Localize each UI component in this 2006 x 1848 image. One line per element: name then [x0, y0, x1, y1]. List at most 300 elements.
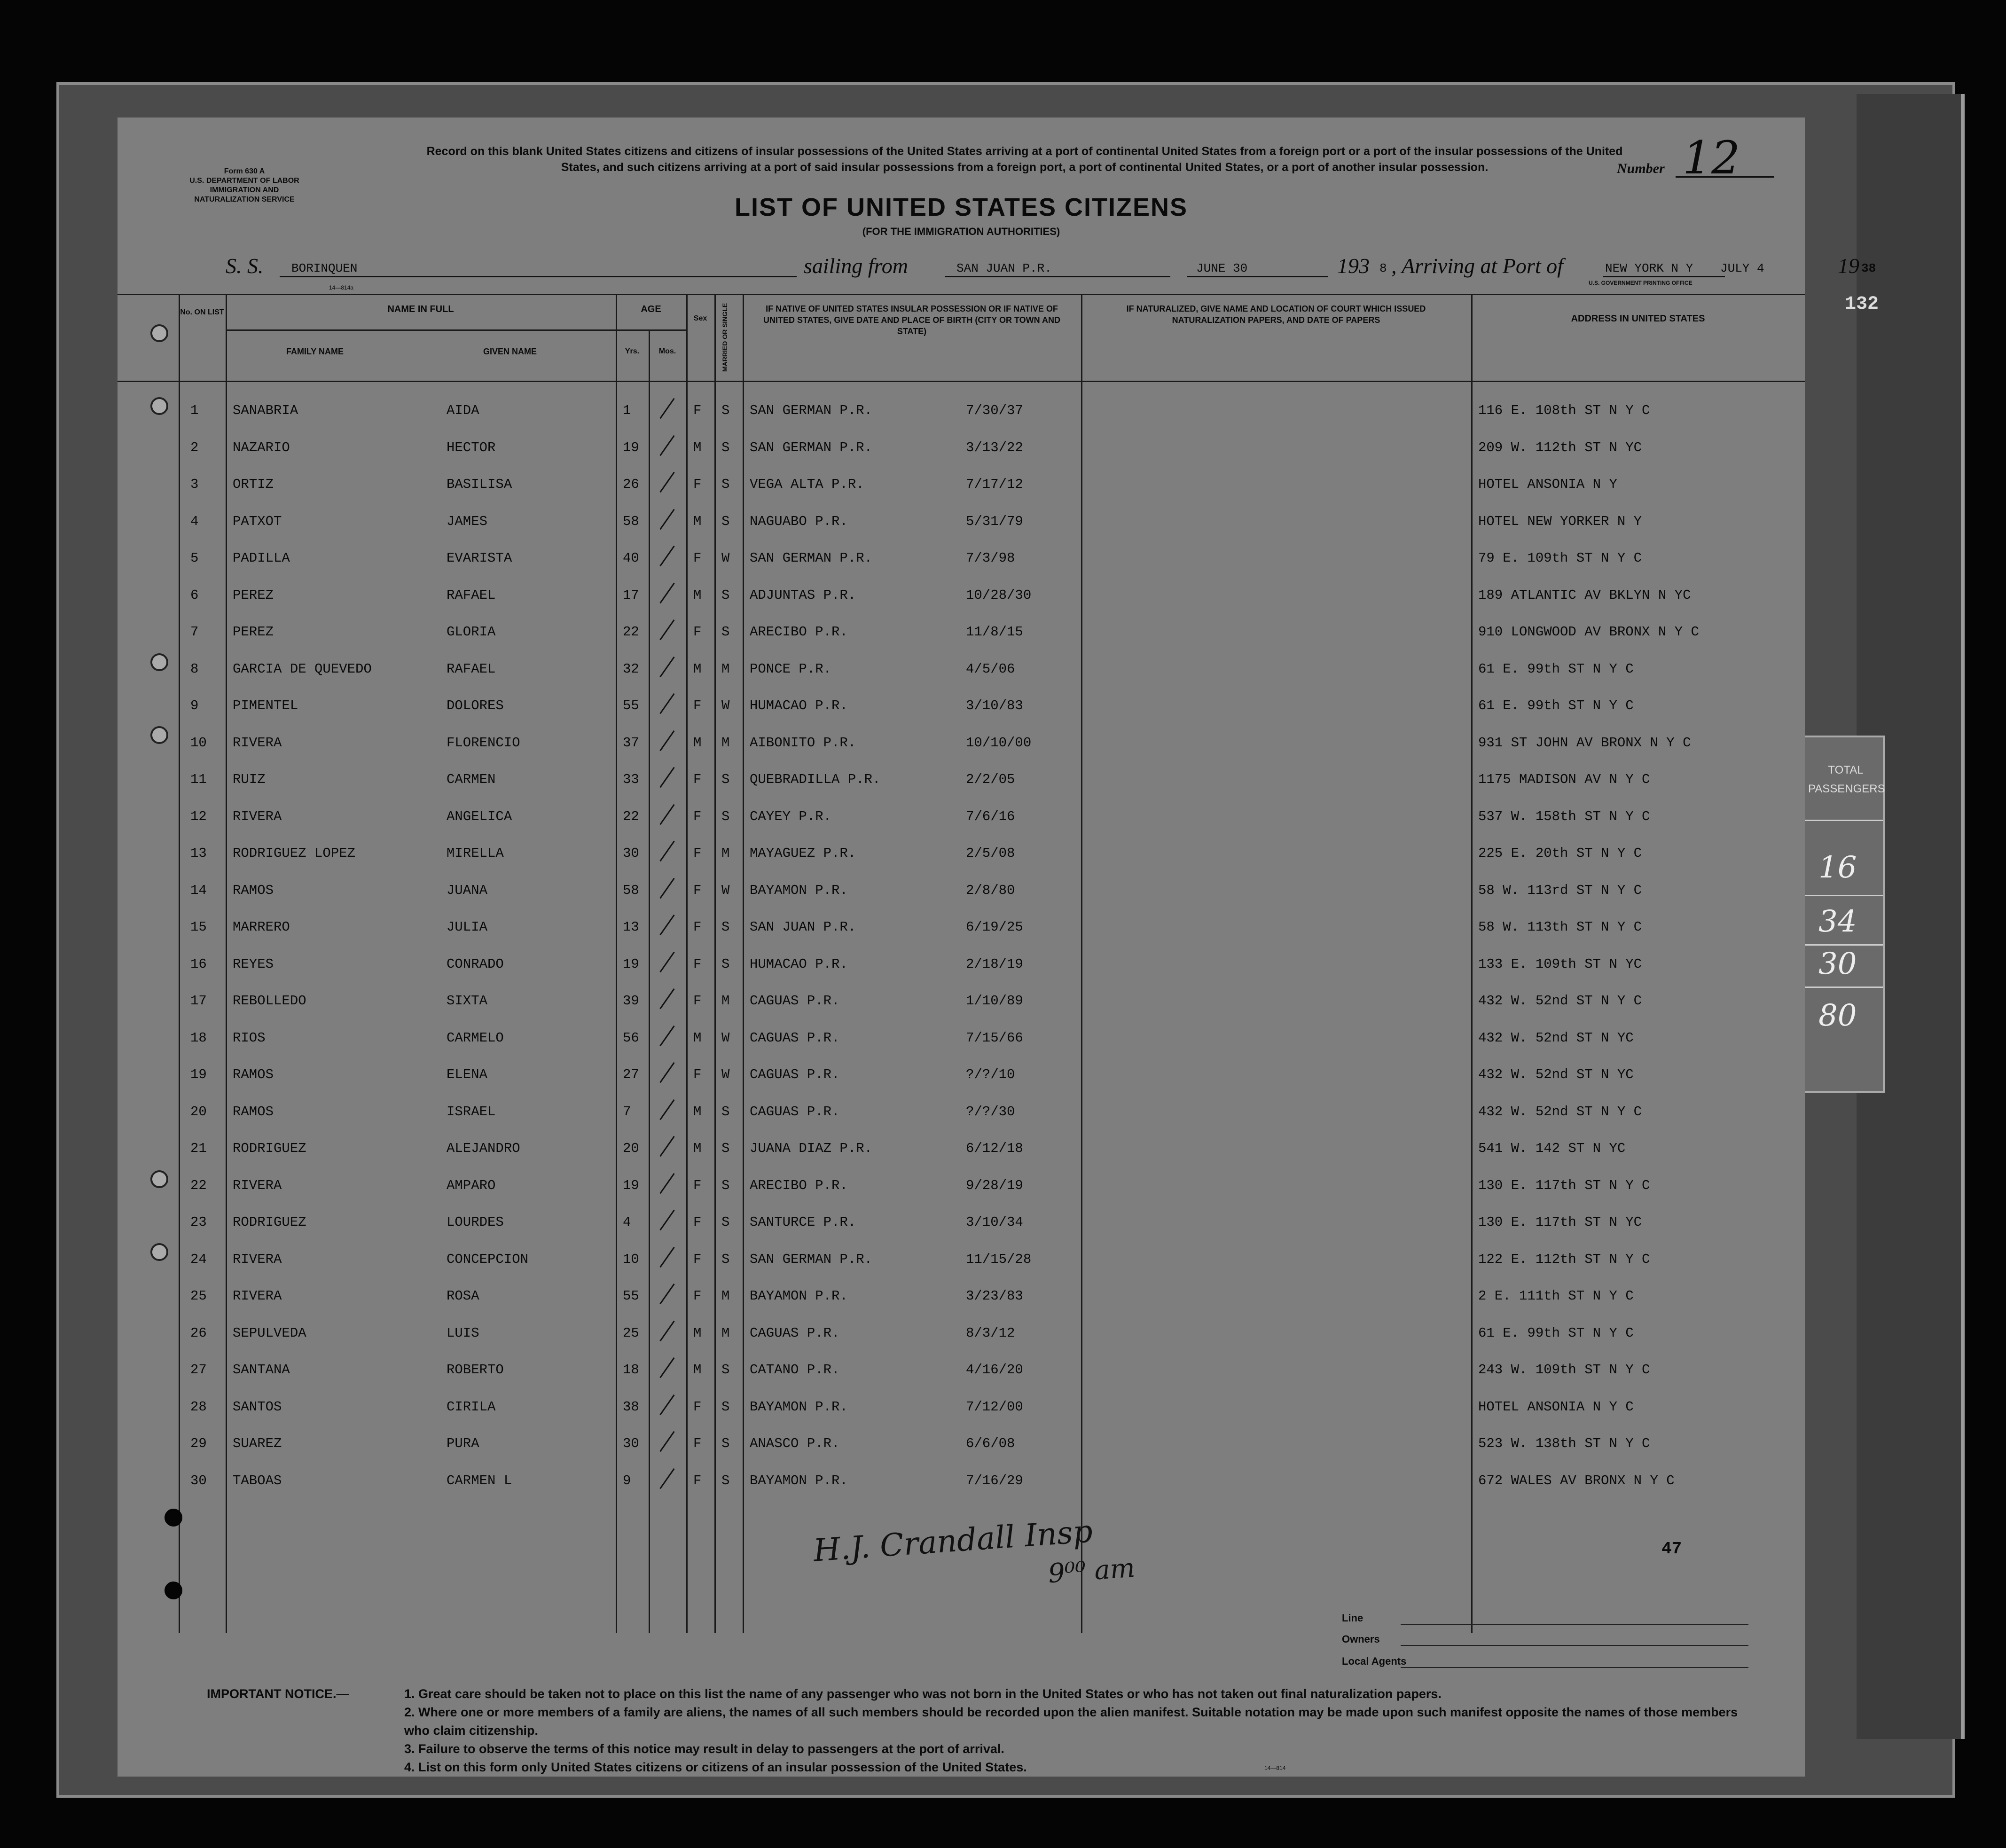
table-row	[118, 872, 1805, 909]
sex: F	[693, 698, 702, 713]
months-tick-mark	[659, 877, 674, 898]
marital-status: M	[721, 735, 730, 751]
list-number: 12	[1683, 132, 1740, 184]
address: 209 W. 112th ST N YC	[1478, 439, 1642, 455]
birth-place: ANASCO P.R.	[750, 1436, 840, 1451]
birth-place: SAN GERMAN P.R.	[750, 439, 873, 455]
birth-place: CAGUAS P.R.	[750, 1325, 840, 1341]
months-tick-mark	[659, 1468, 674, 1488]
given-name: HECTOR	[447, 439, 496, 455]
header-sex: Sex	[693, 314, 707, 322]
header-no-on-list: No. ON LIST	[180, 308, 224, 316]
birth-place: ARECIBO P.R.	[750, 624, 848, 640]
family-name: PADILLA	[233, 550, 290, 566]
marital-status: S	[721, 1436, 730, 1451]
address: 243 W. 109th ST N Y C	[1478, 1362, 1650, 1378]
birth-date: 4/16/20	[966, 1362, 1023, 1378]
given-name: PURA	[447, 1436, 479, 1451]
passenger-count: 47	[1661, 1539, 1682, 1558]
months-tick-mark	[659, 398, 674, 419]
table-row	[118, 835, 1805, 872]
marital-status: S	[721, 1399, 730, 1415]
birth-place: AIBONITO P.R.	[750, 735, 856, 751]
sex: F	[693, 919, 702, 935]
age-years: 7	[623, 1104, 631, 1120]
row-number: 30	[190, 1472, 207, 1488]
header-naturalized: IF NATURALIZED, GIVE NAME AND LOCATION OF COURT WHICH ISSUED NATURALIZATION PAPERS, AND DATE OF PAPERS	[1126, 304, 1426, 325]
tab-divider	[1804, 820, 1883, 821]
age-years: 20	[623, 1141, 639, 1156]
marital-status: S	[721, 1214, 730, 1230]
address: 189 ATLANTIC AV BKLYN N YC	[1478, 587, 1691, 603]
row-number: 10	[190, 735, 207, 751]
birth-date: 6/19/25	[966, 919, 1023, 935]
sex: F	[693, 477, 702, 492]
address: HOTEL ANSONIA N Y	[1478, 477, 1617, 492]
row-number: 12	[190, 808, 207, 824]
row-number: 5	[190, 550, 199, 566]
given-name: DOLORES	[447, 698, 504, 713]
age-years: 27	[623, 1067, 639, 1082]
given-name: CONCEPCION	[447, 1251, 529, 1267]
given-name: JAMES	[447, 513, 488, 529]
row-number: 15	[190, 919, 207, 935]
sex: M	[693, 587, 702, 603]
header-address: ADDRESS IN UNITED STATES	[1571, 313, 1705, 324]
margin-total-label: TOTAL PASSENGERS	[1808, 764, 1885, 795]
birth-place: BAYAMON P.R.	[750, 1399, 848, 1415]
tab-divider	[1804, 944, 1883, 946]
given-name: ISRAEL	[447, 1104, 496, 1120]
given-name: JUANA	[447, 882, 488, 898]
owners-underline	[1401, 1645, 1748, 1646]
marital-status: M	[721, 1325, 730, 1341]
binder-hole	[150, 1243, 168, 1261]
signature-time: 9⁰⁰ am	[1047, 1552, 1136, 1590]
given-name: ELENA	[447, 1067, 488, 1082]
birth-date: 2/18/19	[966, 956, 1023, 972]
year-label: 193	[1337, 254, 1370, 278]
marital-status: S	[721, 772, 730, 787]
marital-status: S	[721, 624, 730, 640]
sex: M	[693, 1104, 702, 1120]
table-row	[118, 1278, 1805, 1315]
row-number: 26	[190, 1325, 207, 1341]
address: 122 E. 112th ST N Y C	[1478, 1251, 1650, 1267]
family-name: RUIZ	[233, 772, 266, 787]
age-years: 37	[623, 735, 639, 751]
address: 541 W. 142 ST N YC	[1478, 1141, 1626, 1156]
table-row	[118, 761, 1805, 798]
marital-status: S	[721, 1472, 730, 1488]
family-name: RIVERA	[233, 1251, 282, 1267]
months-tick-mark	[659, 693, 674, 714]
birth-place: ARECIBO P.R.	[750, 1177, 848, 1193]
sex: M	[693, 439, 702, 455]
address: 116 E. 108th ST N Y C	[1478, 403, 1650, 418]
table-row	[118, 1463, 1805, 1499]
months-tick-mark	[659, 1394, 674, 1415]
agents-underline	[1401, 1667, 1748, 1668]
months-tick-mark	[659, 1025, 674, 1046]
row-number: 13	[190, 846, 207, 861]
given-name: CONRADO	[447, 956, 504, 972]
form-id-line: NATURALIZATION SERVICE	[194, 196, 295, 204]
table-row	[118, 1057, 1805, 1093]
tab-divider	[1804, 987, 1883, 988]
sex: F	[693, 624, 702, 640]
birth-date: 10/28/30	[966, 587, 1032, 603]
age-years: 55	[623, 1288, 639, 1304]
months-tick-mark	[659, 1210, 674, 1230]
notice-lead: IMPORTANT NOTICE.—	[207, 1687, 349, 1701]
birth-date: 6/6/08	[966, 1436, 1015, 1451]
tab-divider	[1804, 895, 1883, 896]
birth-place: HUMACAO P.R.	[750, 698, 848, 713]
family-name: TABOAS	[233, 1472, 282, 1488]
family-name: MARRERO	[233, 919, 290, 935]
birth-date: 4/5/06	[966, 661, 1015, 677]
sex: F	[693, 956, 702, 972]
months-tick-mark	[659, 1246, 674, 1267]
age-years: 58	[623, 882, 639, 898]
birth-date: 7/16/29	[966, 1472, 1023, 1488]
table-row	[118, 1425, 1805, 1462]
table-row	[118, 1167, 1805, 1204]
family-name: RIVERA	[233, 808, 282, 824]
family-name: SEPULVEDA	[233, 1325, 306, 1341]
age-years: 26	[623, 477, 639, 492]
table-row	[118, 1020, 1805, 1057]
margin-total-tab	[1802, 736, 1885, 1093]
months-tick-mark	[659, 582, 674, 603]
given-name: BASILISA	[447, 477, 512, 492]
year-value: 8	[1379, 261, 1387, 275]
birth-date: 3/23/83	[966, 1288, 1023, 1304]
months-tick-mark	[659, 1320, 674, 1341]
age-years: 40	[623, 550, 639, 566]
age-years: 18	[623, 1362, 639, 1378]
marital-status: W	[721, 1067, 730, 1082]
notice-item: 4. List on this form only United States citizens or citizens of an insular possession of the United States.	[404, 1760, 1027, 1774]
row-number: 9	[190, 698, 199, 713]
family-name: SANTOS	[233, 1399, 282, 1415]
binder-hole	[165, 1509, 182, 1527]
sailing-from: SAN JUAN P.R.	[956, 261, 1052, 275]
sex: F	[693, 772, 702, 787]
birth-place: CATANO P.R.	[750, 1362, 840, 1378]
months-tick-mark	[659, 841, 674, 861]
age-years: 9	[623, 1472, 631, 1488]
months-tick-mark	[659, 1357, 674, 1378]
row-number: 25	[190, 1288, 207, 1304]
family-name: RIVERA	[233, 1177, 282, 1193]
given-name: AIDA	[447, 403, 479, 418]
age-years: 17	[623, 587, 639, 603]
given-name: AMPARO	[447, 1177, 496, 1193]
address: 61 E. 99th ST N Y C	[1478, 661, 1634, 677]
given-name: JULIA	[447, 919, 488, 935]
form-id-line: U.S. DEPARTMENT OF LABOR	[189, 177, 299, 185]
marital-status: M	[721, 993, 730, 1009]
months-tick-mark	[659, 472, 674, 493]
given-name: CARMEN	[447, 772, 496, 787]
birth-place: BAYAMON P.R.	[750, 1288, 848, 1304]
birth-date: 3/13/22	[966, 439, 1023, 455]
table-row	[118, 430, 1805, 466]
port-underline	[1603, 276, 1725, 277]
birth-place: BAYAMON P.R.	[750, 882, 848, 898]
gpo-note: U.S. GOVERNMENT PRINTING OFFICE	[1589, 280, 1693, 286]
marital-status: S	[721, 1141, 730, 1156]
birth-date: 7/30/37	[966, 403, 1023, 418]
months-tick-mark	[659, 546, 674, 566]
sailing-label: sailing from	[804, 254, 908, 278]
address: 537 W. 158th ST N Y C	[1478, 808, 1650, 824]
address: 133 E. 109th ST N YC	[1478, 956, 1642, 972]
age-years: 22	[623, 808, 639, 824]
table-row	[118, 725, 1805, 761]
table-row	[118, 1352, 1805, 1388]
months-tick-mark	[659, 435, 674, 455]
header-age: AGE	[641, 304, 661, 314]
sex: F	[693, 1214, 702, 1230]
header-mos: Mos.	[658, 347, 676, 355]
months-tick-mark	[659, 1284, 674, 1304]
marital-status: S	[721, 1177, 730, 1193]
given-name: ROBERTO	[447, 1362, 504, 1378]
given-name: CIRILA	[447, 1399, 496, 1415]
rule-line	[118, 381, 1805, 382]
arriving-label: , Arriving at Port of	[1391, 254, 1563, 278]
table-row	[118, 503, 1805, 540]
address: 58 W. 113th ST N Y C	[1478, 919, 1642, 935]
marital-status: S	[721, 956, 730, 972]
address: 1175 MADISON AV N Y C	[1478, 772, 1650, 787]
months-tick-mark	[659, 1062, 674, 1083]
arrival-port: NEW YORK N Y	[1605, 261, 1693, 275]
footer-code: 14—814	[1264, 1765, 1286, 1771]
age-years: 10	[623, 1251, 639, 1267]
table-row	[118, 909, 1805, 946]
family-name: ORTIZ	[233, 477, 274, 492]
address: HOTEL NEW YORKER N Y	[1478, 513, 1642, 529]
marital-status: M	[721, 661, 730, 677]
sex: F	[693, 1288, 702, 1304]
given-name: CARMEN L	[447, 1472, 512, 1488]
given-name: ALEJANDRO	[447, 1141, 520, 1156]
age-years: 55	[623, 698, 639, 713]
family-name: RAMOS	[233, 1067, 274, 1082]
address: 672 WALES AV BRONX N Y C	[1478, 1472, 1675, 1488]
family-name: PIMENTEL	[233, 698, 298, 713]
family-name: RAMOS	[233, 1104, 274, 1120]
months-tick-mark	[659, 730, 674, 751]
row-number: 16	[190, 956, 207, 972]
marital-status: W	[721, 550, 730, 566]
table-row	[118, 946, 1805, 983]
months-tick-mark	[659, 1431, 674, 1452]
row-number: 14	[190, 882, 207, 898]
sex: F	[693, 882, 702, 898]
months-tick-mark	[659, 767, 674, 788]
agents-label: Local Agents	[1342, 1655, 1407, 1667]
address: 61 E. 99th ST N Y C	[1478, 1325, 1634, 1341]
age-years: 56	[623, 1030, 639, 1046]
birth-place: NAGUABO P.R.	[750, 513, 848, 529]
birth-place: SAN GERMAN P.R.	[750, 403, 873, 418]
sex: M	[693, 1325, 702, 1341]
months-tick-mark	[659, 1136, 674, 1157]
depart-date: JUNE 30	[1196, 261, 1248, 275]
line-label: Line	[1342, 1612, 1363, 1624]
sex: F	[693, 808, 702, 824]
row-number: 6	[190, 587, 199, 603]
months-tick-mark	[659, 951, 674, 972]
header-family-name: FAMILY NAME	[286, 347, 344, 356]
row-number: 20	[190, 1104, 207, 1120]
header-name-in-full: NAME IN FULL	[387, 304, 454, 314]
row-number: 8	[190, 661, 199, 677]
binder-hole	[150, 1170, 168, 1188]
address: 61 E. 99th ST N Y C	[1478, 698, 1634, 713]
months-tick-mark	[659, 656, 674, 677]
from-underline	[945, 276, 1170, 277]
given-name: LUIS	[447, 1325, 479, 1341]
birth-date: 8/3/12	[966, 1325, 1015, 1341]
address: 58 W. 113rd ST N Y C	[1478, 882, 1642, 898]
address: 130 E. 117th ST N Y C	[1478, 1177, 1650, 1193]
row-number: 4	[190, 513, 199, 529]
sex: F	[693, 1399, 702, 1415]
address: 225 E. 20th ST N Y C	[1478, 846, 1642, 861]
header-birth: IF NATIVE OF UNITED STATES INSULAR POSSESSION OR IF NATIVE OF UNITED STATES, GIVE DATE AND PLACE OF BIRTH (CITY OR TOWN AND STATE)	[763, 304, 1060, 336]
notice-item: 1. Great care should be taken not to place on this list the name of any passenger who was not born in the United States or who has not taken out final naturalization papers.	[404, 1687, 1442, 1701]
address: 432 W. 52nd ST N Y C	[1478, 993, 1642, 1009]
birth-date: 10/10/00	[966, 735, 1032, 751]
table-row	[118, 1094, 1805, 1130]
marital-status: S	[721, 808, 730, 824]
corner-number: 132	[1845, 294, 1879, 315]
rule-line	[616, 329, 686, 331]
marital-status: S	[721, 403, 730, 418]
birth-place: SANTURCE P.R.	[750, 1214, 856, 1230]
sex: F	[693, 1177, 702, 1193]
age-years: 58	[623, 513, 639, 529]
age-years: 32	[623, 661, 639, 677]
table-row	[118, 1204, 1805, 1241]
sex: F	[693, 1472, 702, 1488]
age-years: 25	[623, 1325, 639, 1341]
months-tick-mark	[659, 1173, 674, 1193]
months-tick-mark	[659, 509, 674, 529]
family-name: PATXOT	[233, 513, 282, 529]
address: 79 E. 109th ST N Y C	[1478, 550, 1642, 566]
age-years: 19	[623, 1177, 639, 1193]
page-subtitle: (FOR THE IMMIGRATION AUTHORITIES)	[862, 226, 1060, 237]
table-row	[118, 540, 1805, 577]
form-id-line: Form 630 A	[224, 167, 265, 175]
months-tick-mark	[659, 804, 674, 824]
binder-hole	[150, 653, 168, 671]
marital-status: S	[721, 1362, 730, 1378]
family-name: RIVERA	[233, 735, 282, 751]
birth-place: CAGUAS P.R.	[750, 1104, 840, 1120]
binder-hole	[150, 726, 168, 744]
table-row	[118, 1241, 1805, 1278]
number-label: Number	[1617, 161, 1665, 176]
birth-date: 7/15/66	[966, 1030, 1023, 1046]
birth-place: CAGUAS P.R.	[750, 1067, 840, 1082]
birth-date: 5/31/79	[966, 513, 1023, 529]
margin-number: 80	[1818, 998, 1857, 1033]
family-name: SANTANA	[233, 1362, 290, 1378]
row-number: 7	[190, 624, 199, 640]
sex: M	[693, 513, 702, 529]
birth-date: 11/8/15	[966, 624, 1023, 640]
birth-place: SAN JUAN P.R.	[750, 919, 856, 935]
address: 432 W. 52nd ST N YC	[1478, 1030, 1634, 1046]
birth-place: SAN GERMAN P.R.	[750, 1251, 873, 1267]
margin-number: 16	[1818, 850, 1857, 885]
marital-status: W	[721, 698, 730, 713]
birth-date: ?/?/10	[966, 1067, 1015, 1082]
page-title: LIST OF UNITED STATES CITIZENS	[735, 193, 1188, 221]
birth-date: 7/17/12	[966, 477, 1023, 492]
header-married-single: MARRIED OR SINGLE	[721, 303, 729, 372]
birth-place: CAGUAS P.R.	[750, 1030, 840, 1046]
owners-label: Owners	[1342, 1633, 1380, 1645]
sex: M	[693, 1030, 702, 1046]
family-name: REBOLLEDO	[233, 993, 306, 1009]
sex: M	[693, 735, 702, 751]
birth-place: CAGUAS P.R.	[750, 993, 840, 1009]
marital-status: W	[721, 1030, 730, 1046]
row-number: 1	[190, 403, 199, 418]
table-row	[118, 651, 1805, 688]
family-name: GARCIA DE QUEVEDO	[233, 661, 372, 677]
family-name: NAZARIO	[233, 439, 290, 455]
given-name: RAFAEL	[447, 661, 496, 677]
sex: F	[693, 846, 702, 861]
given-name: RAFAEL	[447, 587, 496, 603]
age-years: 38	[623, 1399, 639, 1415]
birth-date: 3/10/34	[966, 1214, 1023, 1230]
given-name: ROSA	[447, 1288, 479, 1304]
row-number: 23	[190, 1214, 207, 1230]
address: 130 E. 117th ST N YC	[1478, 1214, 1642, 1230]
row-number: 21	[190, 1141, 207, 1156]
rule-line	[226, 329, 616, 331]
address: 432 W. 52nd ST N Y C	[1478, 1104, 1642, 1120]
sex: M	[693, 1141, 702, 1156]
row-number: 3	[190, 477, 199, 492]
marital-status: S	[721, 919, 730, 935]
row-number: 28	[190, 1399, 207, 1415]
birth-date: 7/3/98	[966, 550, 1015, 566]
family-name: REYES	[233, 956, 274, 972]
marital-status: W	[721, 882, 730, 898]
age-years: 22	[623, 624, 639, 640]
address: 2 E. 111th ST N Y C	[1478, 1288, 1634, 1304]
ship-underline	[280, 276, 797, 277]
birth-place: PONCE P.R.	[750, 661, 832, 677]
table-row	[118, 1389, 1805, 1425]
marital-status: M	[721, 1288, 730, 1304]
given-name: FLORENCIO	[447, 735, 520, 751]
address: 432 W. 52nd ST N YC	[1478, 1067, 1634, 1082]
family-name: RAMOS	[233, 882, 274, 898]
